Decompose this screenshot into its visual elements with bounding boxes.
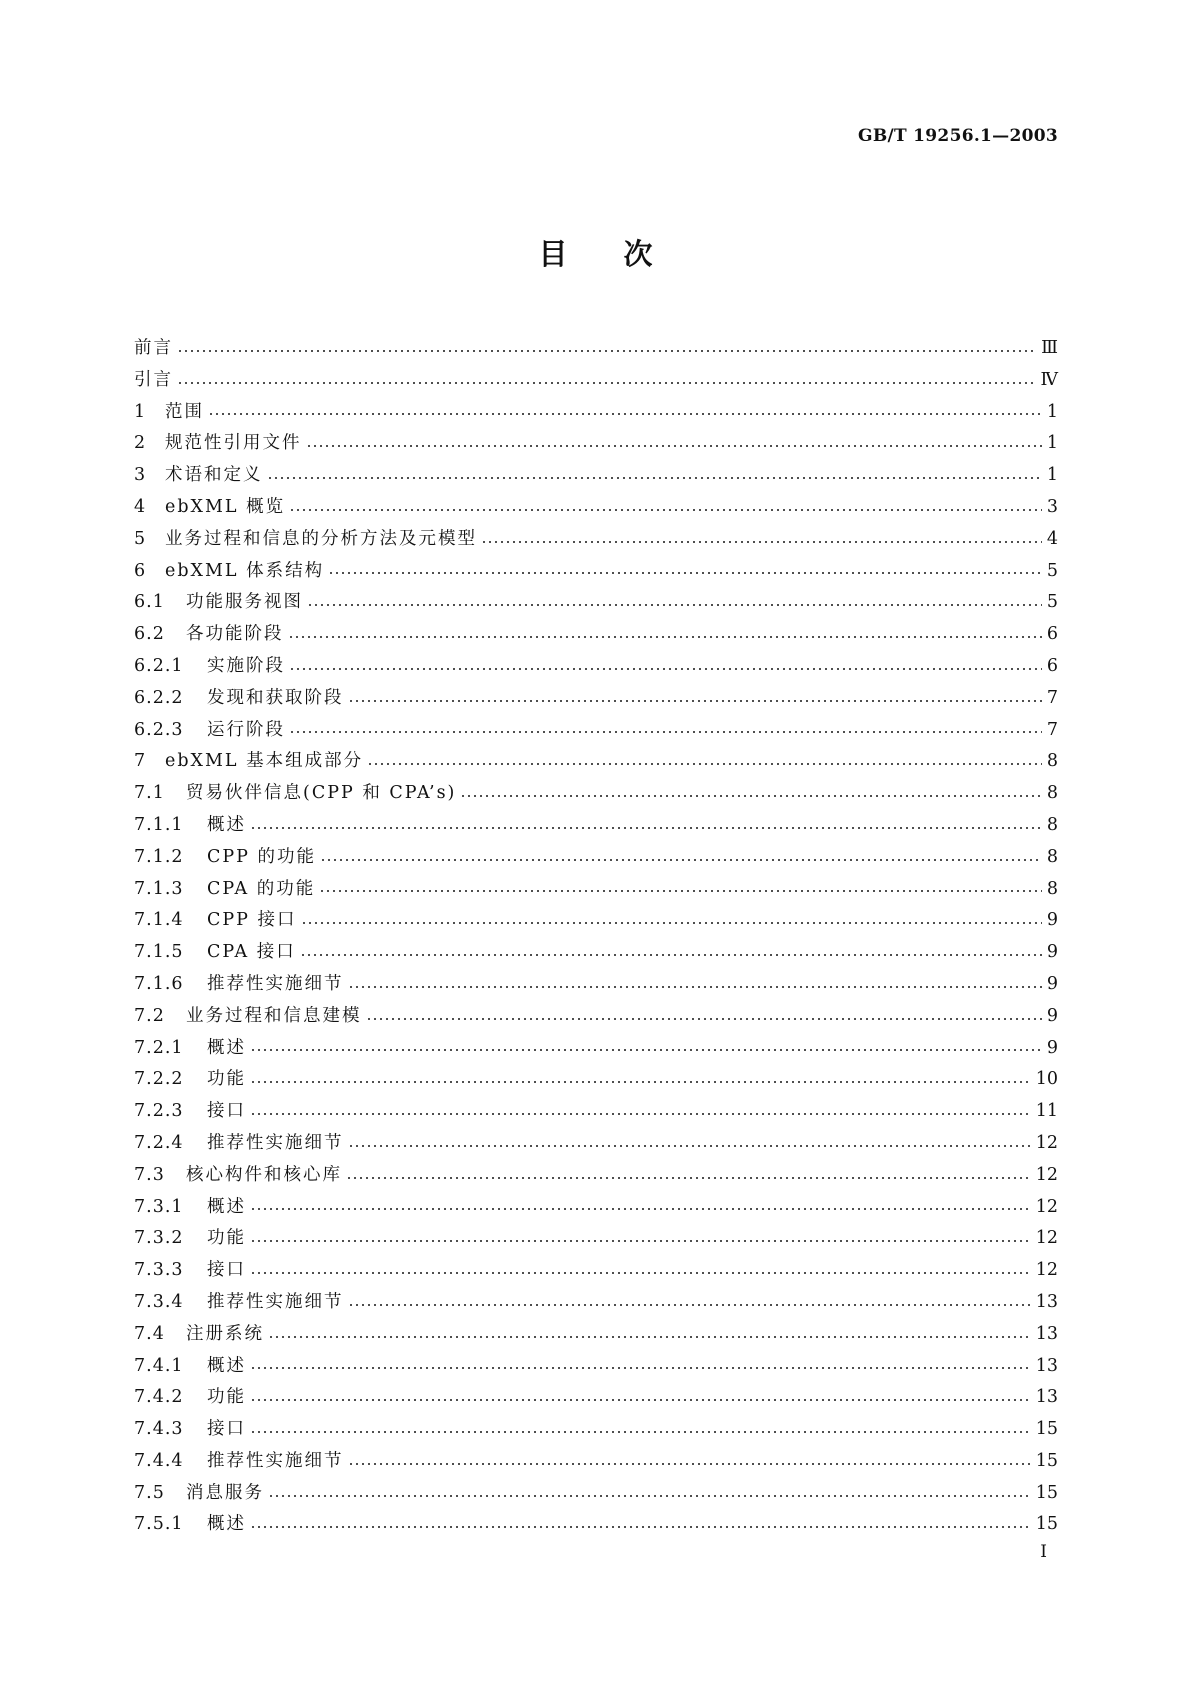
toc-entry-page: 9 bbox=[1046, 1037, 1058, 1058]
toc-entry[interactable] bbox=[134, 1319, 1058, 1351]
toc-entry-title: ebXML 基本组成部分 bbox=[165, 751, 364, 772]
toc-entry-number: 7.5.1 bbox=[134, 1514, 184, 1535]
dot-leader bbox=[250, 1113, 1032, 1115]
dot-leader bbox=[250, 1240, 1032, 1242]
title-char: 次 bbox=[623, 237, 653, 271]
toc-entry-number: 4 bbox=[134, 496, 147, 517]
toc-entry-page: 11 bbox=[1035, 1101, 1058, 1122]
toc-entry-number: 7.4.3 bbox=[134, 1419, 184, 1440]
toc-entry-page: Ⅳ bbox=[1040, 369, 1058, 390]
dot-leader bbox=[268, 1495, 1032, 1497]
toc-entry-number: 7.1.3 bbox=[134, 878, 184, 899]
dot-leader bbox=[348, 1145, 1032, 1147]
toc-entry-number: 6.2.1 bbox=[134, 655, 184, 676]
dot-leader bbox=[348, 1304, 1032, 1306]
toc-entry-number: 7.3 bbox=[134, 1164, 165, 1185]
toc-entry[interactable] bbox=[134, 905, 1058, 937]
dot-leader bbox=[367, 763, 1042, 765]
toc-entry-number: 3 bbox=[134, 465, 147, 486]
toc-entry-title: 功能 bbox=[207, 1228, 246, 1249]
toc-entry-title: 概述 bbox=[207, 1355, 246, 1376]
toc-entry-title: 引言 bbox=[134, 369, 173, 390]
toc-entry-number: 1 bbox=[134, 401, 147, 422]
dot-leader bbox=[481, 541, 1042, 543]
toc-entry[interactable] bbox=[134, 969, 1058, 1001]
toc-entry[interactable] bbox=[134, 1509, 1058, 1541]
toc-entry[interactable] bbox=[134, 1382, 1058, 1414]
dot-leader bbox=[177, 382, 1037, 384]
toc-entry-title: 推荐性实施细节 bbox=[207, 973, 344, 994]
toc-entry[interactable] bbox=[134, 1033, 1058, 1065]
toc-entry-number: 6.2.2 bbox=[134, 687, 184, 708]
toc-entry[interactable] bbox=[134, 1096, 1058, 1128]
toc-entry[interactable] bbox=[134, 428, 1058, 460]
toc-entry-title: 概述 bbox=[207, 1514, 246, 1535]
toc-entry-title: 发现和获取阶段 bbox=[207, 687, 344, 708]
toc-entry[interactable] bbox=[134, 874, 1058, 906]
toc-entry-title: 业务过程和信息的分析方法及元模型 bbox=[165, 528, 477, 549]
toc-entry-page: 13 bbox=[1035, 1387, 1058, 1408]
toc-entry[interactable] bbox=[134, 492, 1058, 524]
dot-leader bbox=[250, 1399, 1032, 1401]
toc-entry-title: 前言 bbox=[134, 338, 173, 358]
toc-entry-page: 13 bbox=[1035, 1291, 1058, 1312]
toc-entry-page: 1 bbox=[1046, 433, 1058, 454]
toc-entry-number: 7.1.5 bbox=[134, 942, 184, 963]
dot-leader bbox=[306, 445, 1043, 447]
dot-leader bbox=[307, 604, 1042, 606]
toc-entry-title: 推荐性实施细节 bbox=[207, 1291, 344, 1312]
toc-entry-page: 12 bbox=[1035, 1164, 1058, 1185]
dot-leader bbox=[268, 1336, 1032, 1338]
toc-entry-title: 业务过程和信息建模 bbox=[186, 1005, 362, 1026]
dot-leader bbox=[250, 1081, 1032, 1083]
toc-entry-title: 功能 bbox=[207, 1387, 246, 1408]
toc-entry[interactable] bbox=[134, 1255, 1058, 1287]
toc-entry-page: 5 bbox=[1046, 560, 1058, 581]
toc-entry[interactable] bbox=[134, 460, 1058, 492]
toc-entry[interactable] bbox=[134, 1192, 1058, 1224]
toc-entry-page: 6 bbox=[1046, 624, 1058, 645]
toc-entry-title: 范围 bbox=[165, 401, 204, 422]
toc-entry[interactable] bbox=[134, 1446, 1058, 1478]
toc-entry-title: 接口 bbox=[207, 1101, 246, 1122]
toc-entry-page: 12 bbox=[1035, 1228, 1058, 1249]
toc-entry-number: 7.2.4 bbox=[134, 1132, 184, 1153]
dot-leader bbox=[348, 986, 1043, 988]
toc-entry-title: 概述 bbox=[207, 1196, 246, 1217]
toc-entry-number: 7.3.2 bbox=[134, 1228, 184, 1249]
toc-entry-page: 15 bbox=[1035, 1482, 1058, 1503]
toc-entry[interactable] bbox=[134, 1287, 1058, 1319]
toc-entry-page: 4 bbox=[1046, 528, 1058, 549]
toc-entry-page: 8 bbox=[1046, 878, 1058, 899]
dot-leader bbox=[300, 954, 1042, 956]
dot-leader bbox=[250, 1049, 1042, 1051]
toc-entry-title: 消息服务 bbox=[186, 1482, 264, 1503]
toc-entry[interactable] bbox=[134, 1223, 1058, 1255]
toc-entry[interactable] bbox=[134, 683, 1058, 715]
toc-entry-number: 7.2 bbox=[134, 1005, 165, 1026]
toc-entry-title: 核心构件和核心库 bbox=[186, 1164, 342, 1185]
toc-entry[interactable] bbox=[134, 333, 1058, 365]
dot-leader bbox=[301, 922, 1042, 924]
toc-entry-title: 各功能阶段 bbox=[186, 624, 284, 645]
toc-entry-page: 12 bbox=[1035, 1260, 1058, 1281]
toc-entry[interactable] bbox=[134, 1064, 1058, 1096]
toc-entry-page: 7 bbox=[1046, 687, 1058, 708]
toc-entry-page: 3 bbox=[1046, 496, 1058, 517]
toc-entry-page: 8 bbox=[1046, 783, 1058, 804]
toc-entry-title: 规范性引用文件 bbox=[165, 433, 302, 454]
toc-entry[interactable] bbox=[134, 365, 1058, 397]
dot-leader bbox=[348, 1463, 1032, 1465]
page-number: I bbox=[1040, 1542, 1047, 1562]
dot-leader bbox=[348, 700, 1043, 702]
toc-entry[interactable] bbox=[134, 746, 1058, 778]
toc-entry-page: 1 bbox=[1046, 465, 1058, 486]
dot-leader bbox=[289, 731, 1042, 733]
dot-leader bbox=[328, 572, 1042, 574]
toc-entry-number: 7.2.2 bbox=[134, 1069, 184, 1090]
dot-leader bbox=[250, 1208, 1032, 1210]
dot-leader bbox=[346, 1177, 1032, 1179]
dot-leader bbox=[267, 477, 1043, 479]
toc-entry-page: 12 bbox=[1035, 1196, 1058, 1217]
dot-leader bbox=[208, 413, 1042, 415]
standard-number: GB/T 19256.1—2003 bbox=[858, 126, 1058, 146]
toc-entry-title: 推荐性实施细节 bbox=[207, 1450, 344, 1471]
toc-entry-page: 6 bbox=[1046, 655, 1058, 676]
toc-entry[interactable] bbox=[134, 397, 1058, 429]
dot-leader bbox=[289, 668, 1042, 670]
toc-entry-page: 15 bbox=[1035, 1514, 1058, 1535]
toc-entry-title: 运行阶段 bbox=[207, 719, 285, 740]
toc-entry[interactable] bbox=[134, 1001, 1058, 1033]
toc-entry-number: 7.1.2 bbox=[134, 846, 184, 867]
toc-entry[interactable] bbox=[134, 524, 1058, 556]
toc-entry-title: 实施阶段 bbox=[207, 655, 285, 676]
toc-entry[interactable] bbox=[134, 1351, 1058, 1383]
toc-entry-number: 7.3.3 bbox=[134, 1260, 184, 1281]
toc-entry[interactable] bbox=[134, 1478, 1058, 1510]
toc-entry-number: 7.3.1 bbox=[134, 1196, 184, 1217]
toc-entry-title: 接口 bbox=[207, 1260, 246, 1281]
toc-entry-page: 8 bbox=[1046, 846, 1058, 867]
toc-entry-title: 接口 bbox=[207, 1419, 246, 1440]
dot-leader bbox=[320, 859, 1042, 861]
toc-entry-number: 6.2.3 bbox=[134, 719, 184, 740]
toc-entry-title: 贸易伙伴信息(CPP 和 CPA’s) bbox=[186, 783, 457, 804]
dot-leader bbox=[460, 795, 1042, 797]
dot-leader bbox=[250, 1272, 1032, 1274]
dot-leader bbox=[177, 350, 1037, 352]
dot-leader bbox=[250, 1526, 1032, 1528]
toc-entry-number: 6.1 bbox=[134, 592, 165, 613]
toc-entry[interactable] bbox=[134, 842, 1058, 874]
toc-entry-page: 8 bbox=[1046, 814, 1058, 835]
toc-entry-number: 5 bbox=[134, 528, 147, 549]
toc-entry-number: 7.4 bbox=[134, 1323, 165, 1344]
toc-entry-title: 概述 bbox=[207, 1037, 246, 1058]
toc-entry[interactable] bbox=[134, 1160, 1058, 1192]
toc-entry[interactable] bbox=[134, 810, 1058, 842]
toc-entry-title: 功能服务视图 bbox=[186, 592, 303, 613]
title-char: 目 bbox=[538, 237, 568, 271]
toc-entry-number: 7.2.1 bbox=[134, 1037, 184, 1058]
toc-entry-title: ebXML 体系结构 bbox=[165, 560, 325, 581]
toc-entry[interactable] bbox=[134, 1414, 1058, 1446]
dot-leader bbox=[250, 1431, 1032, 1433]
toc-entry-title: 注册系统 bbox=[186, 1323, 264, 1344]
dot-leader bbox=[288, 636, 1043, 638]
toc-entry-number: 7.4.1 bbox=[134, 1355, 184, 1376]
dot-leader bbox=[250, 1367, 1032, 1369]
toc-entry-number: 7 bbox=[134, 751, 147, 772]
toc-entry-number: 7.5 bbox=[134, 1482, 165, 1503]
toc-entry-page: 7 bbox=[1046, 719, 1058, 740]
toc-entry-page: 10 bbox=[1035, 1069, 1058, 1090]
toc-entry-page: 9 bbox=[1046, 910, 1058, 931]
toc-entry-number: 6.2 bbox=[134, 624, 165, 645]
toc-entry-number: 7.3.4 bbox=[134, 1291, 184, 1312]
toc-entry-title: CPA 接口 bbox=[207, 942, 296, 963]
toc-entry-page: 8 bbox=[1046, 751, 1058, 772]
toc-entry[interactable] bbox=[134, 619, 1058, 651]
toc-entry-number: 7.1.4 bbox=[134, 910, 184, 931]
table-of-contents bbox=[134, 333, 1058, 1541]
toc-entry[interactable] bbox=[134, 587, 1058, 619]
toc-entry-title: ebXML 概览 bbox=[165, 496, 286, 517]
toc-entry[interactable] bbox=[134, 937, 1058, 969]
toc-entry-number: 2 bbox=[134, 433, 147, 454]
toc-entry-page: 5 bbox=[1046, 592, 1058, 613]
toc-entry-title: CPP 的功能 bbox=[207, 846, 317, 867]
toc-entry[interactable] bbox=[134, 556, 1058, 588]
toc-entry-title: 功能 bbox=[207, 1069, 246, 1090]
toc-entry-page: 1 bbox=[1046, 401, 1058, 422]
toc-entry-page: 9 bbox=[1046, 973, 1058, 994]
dot-leader bbox=[250, 827, 1042, 829]
toc-entry-number: 7.1 bbox=[134, 783, 165, 804]
toc-entry-page: 13 bbox=[1035, 1355, 1058, 1376]
toc-entry-page: 13 bbox=[1035, 1323, 1058, 1344]
toc-entry-number: 7.4.4 bbox=[134, 1450, 184, 1471]
dot-leader bbox=[289, 509, 1042, 511]
toc-entry[interactable] bbox=[134, 1128, 1058, 1160]
toc-entry-title: 术语和定义 bbox=[165, 465, 263, 486]
toc-entry-page: Ⅲ bbox=[1041, 338, 1058, 358]
toc-entry-number: 7.1.1 bbox=[134, 814, 184, 835]
dot-leader bbox=[319, 890, 1042, 892]
toc-entry-number: 7.1.6 bbox=[134, 973, 184, 994]
toc-entry-page: 9 bbox=[1046, 1005, 1058, 1026]
toc-entry-number: 7.4.2 bbox=[134, 1387, 184, 1408]
toc-entry-number: 6 bbox=[134, 560, 147, 581]
toc-entry-title: 概述 bbox=[207, 814, 246, 835]
toc-entry[interactable] bbox=[134, 651, 1058, 683]
toc-entry-page: 12 bbox=[1035, 1132, 1058, 1153]
toc-entry-title: 推荐性实施细节 bbox=[207, 1132, 344, 1153]
toc-entry[interactable] bbox=[134, 715, 1058, 747]
toc-entry-page: 9 bbox=[1046, 942, 1058, 963]
toc-entry-title: CPA 的功能 bbox=[207, 878, 316, 899]
dot-leader bbox=[366, 1018, 1043, 1020]
toc-entry[interactable] bbox=[134, 778, 1058, 810]
page-title bbox=[0, 232, 1191, 273]
toc-entry-page: 15 bbox=[1035, 1450, 1058, 1471]
toc-entry-title: CPP 接口 bbox=[207, 910, 297, 931]
toc-entry-number: 7.2.3 bbox=[134, 1101, 184, 1122]
toc-entry-page: 15 bbox=[1035, 1419, 1058, 1440]
